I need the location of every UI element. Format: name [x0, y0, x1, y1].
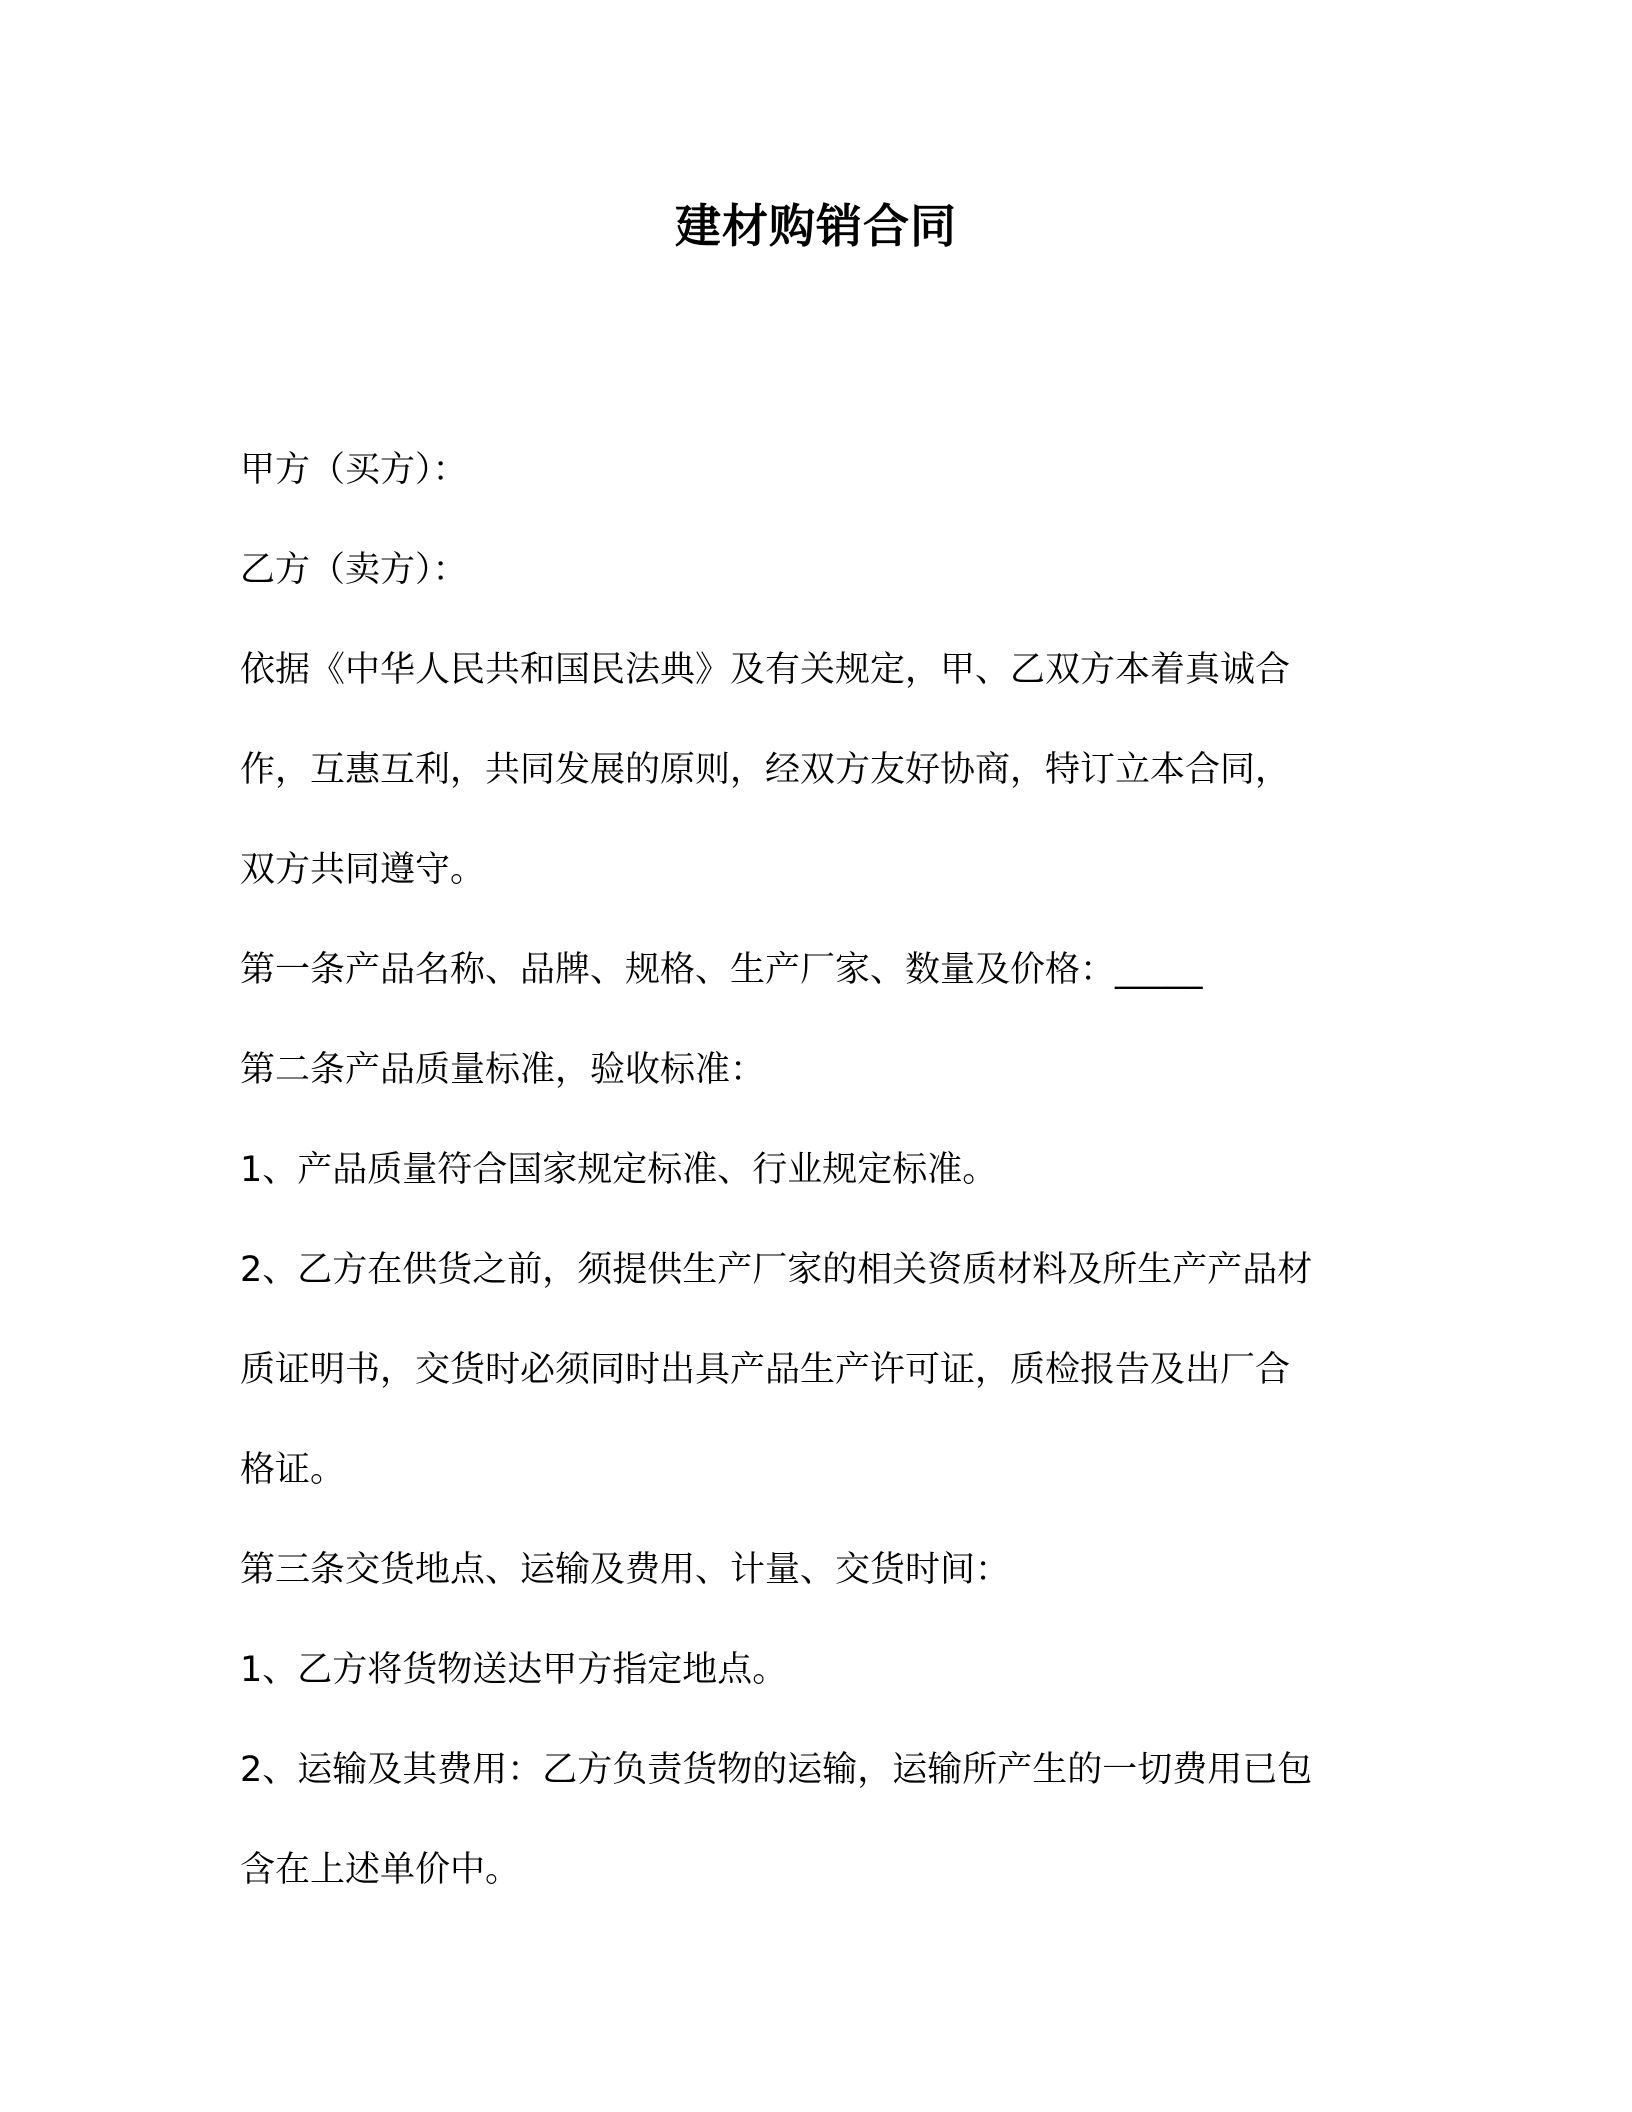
article-3-item-2-line-2: 含在上述单价中。 [240, 1850, 521, 1890]
article-2-item-2-line-2: 质证明书，交货时必须同时出具产品生产许可证，质检报告及出厂合 [240, 1350, 1291, 1390]
article-2-item-2-line-3: 格证。 [240, 1450, 346, 1490]
article-1-heading: 第一条产品名称、品牌、规格、生产厂家、数量及价格：_____ [240, 950, 1203, 990]
preamble-line-2: 作，互惠互利，共同发展的原则，经双方友好协商，特订立本合同， [240, 750, 1291, 790]
preamble-line-3: 双方共同遵守。 [240, 850, 486, 890]
article-2-item-1: 1、产品质量符合国家规定标准、行业规定标准。 [240, 1150, 998, 1190]
document-title: 建材购销合同 [675, 199, 957, 253]
party-b-line: 乙方（卖方）： [240, 550, 468, 590]
article-3-heading: 第三条交货地点、运输及费用、计量、交货时间： [240, 1550, 1011, 1590]
article-3-item-1: 1、乙方将货物送达甲方指定地点。 [240, 1650, 788, 1690]
document-body [240, 420, 1400, 1920]
article-2-item-2-line-1: 2、乙方在供货之前，须提供生产厂家的相关资质材料及所生产产品材 [240, 1250, 1313, 1290]
article-3-item-2-line-1: 2、运输及其费用：乙方负责货物的运输，运输所产生的一切费用已包 [240, 1750, 1313, 1790]
party-a-line: 甲方（买方）： [240, 450, 468, 490]
preamble-line-1: 依据《中华人民共和国民法典》及有关规定，甲、乙双方本着真诚合 [240, 650, 1291, 690]
article-2-heading: 第二条产品质量标准，验收标准： [240, 1050, 766, 1090]
